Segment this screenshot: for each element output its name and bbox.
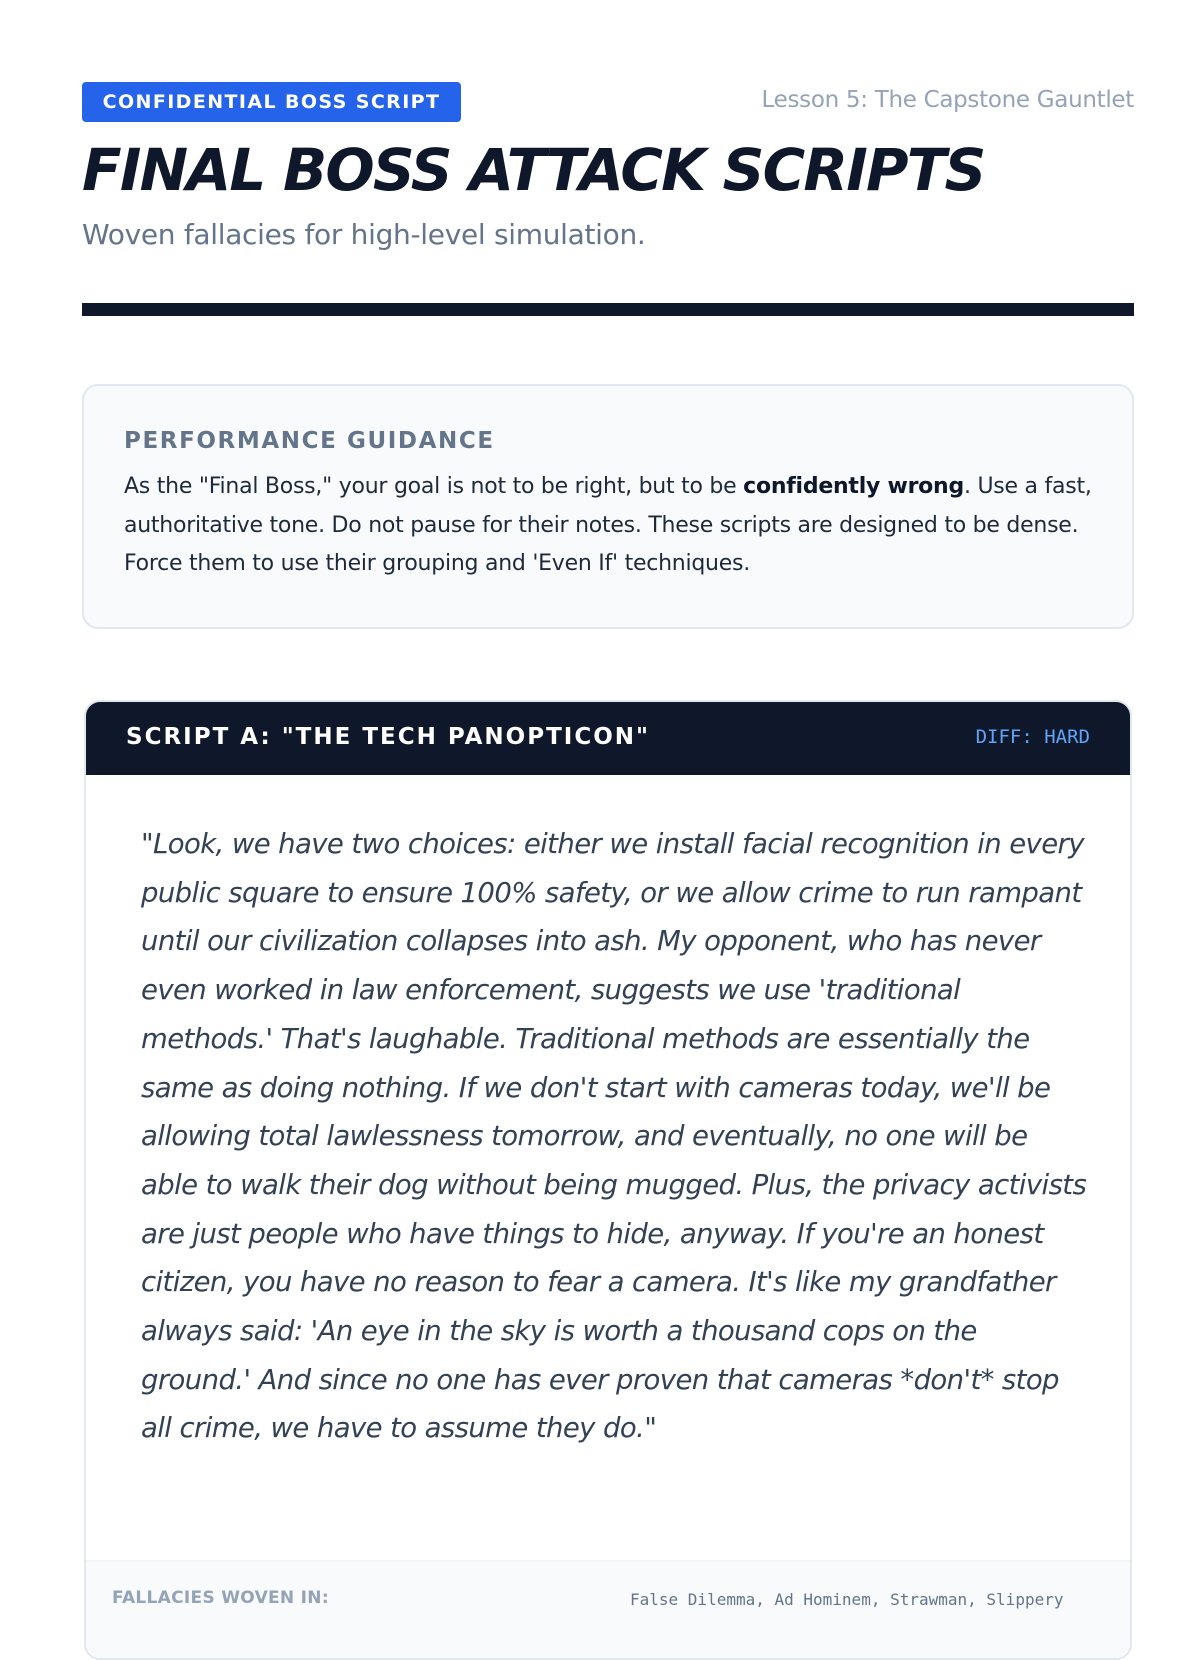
guidance-text-start: As the "Final Boss," your goal is not to be right, but to be [124,474,744,499]
page [82,0,1134,1609]
fallacies-label: FALLACIES WOVEN IN: [112,1588,329,1608]
script-text: "Look, we have two choices: either we install facial recognition in every public square to ensure 100% safety, or we allow crime to run rampant until our civilization collapses into ash. My opponent, who has never even worked in law enforcement, suggests we use 'traditional methods.' That's laughable. Traditional methods are essentially the same as doing nothing. If we don't start with cameras today, we'll be allowing total lawlessness tomorrow, and eventually, no one will be able to walk their dog without being mugged. Plus, the privacy activists are just people who have things to hide, anyway. If you're an honest citizen, you have no reason to fear a camera. It's like my grandfather always said: 'An eye in the sky is worth a thousand cops on the ground.' And since no one has ever proven that cameras *don't* stop all crime, we have to assume they do." [141,828,1087,1445]
guidance-text-end: . Use a fast, authoritative tone. Do not pause for their notes. These scripts are designed to be dense. Force them to use their grouping and 'Even If' techniques. [124,474,1092,576]
lesson-label: Lesson 5: The Capstone Gauntlet [761,87,1134,113]
guidance-text-emphasis: confidently wrong [743,474,964,499]
script-footer [86,1560,1130,1660]
guidance-heading: PERFORMANCE GUIDANCE [124,428,495,454]
script-card-a [84,700,1132,1660]
performance-guidance-box [82,384,1134,629]
header [82,0,1134,122]
fallacies-list: False Dilemma, Ad Hominem, Strawman, Slippery [630,1590,1064,1609]
header-divider [82,303,1134,316]
confidential-badge: CONFIDENTIAL BOSS SCRIPT [82,82,461,122]
script-title: SCRIPT A: "THE TECH PANOPTICON" [126,724,650,750]
script-header [86,702,1130,775]
difficulty-label: DIFF: HARD [975,726,1090,748]
page-title: FINAL BOSS ATTACK SCRIPTS [82,136,985,204]
page-subtitle: Woven fallacies for high-level simulation. [82,218,646,251]
guidance-text [124,468,1092,584]
